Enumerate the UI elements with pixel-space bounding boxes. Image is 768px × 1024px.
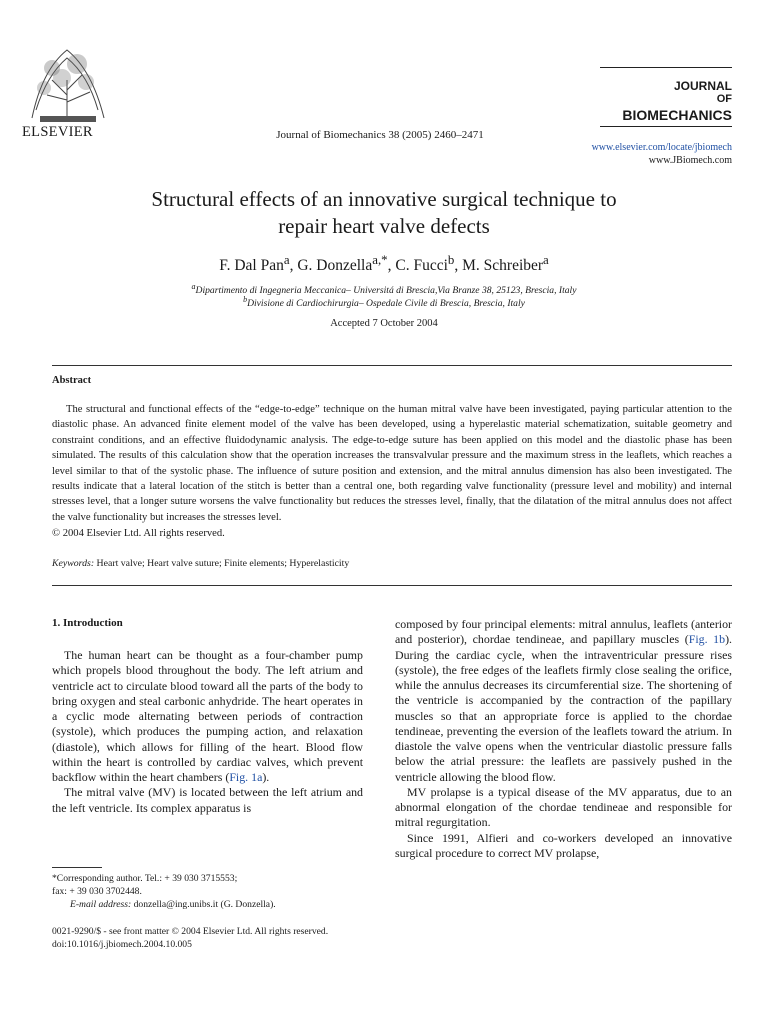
author-list: F. Dal Pan$^a$, G. Donzella$^{a,*}$, C. Fucci$^b$, M. Schreiber$^a$ xyxy=(219,252,549,275)
author-sup: b xyxy=(447,252,455,267)
paragraph xyxy=(52,648,363,785)
keywords-text: Heart valve; Heart valve suture; Finite elements; Hyperelasticity xyxy=(96,558,350,569)
right-column xyxy=(395,617,732,861)
abstract-bottom-rule xyxy=(52,585,732,586)
abstract-top-rule xyxy=(52,365,732,366)
paragraph: The mitral valve (MV) is located between the left atrium and the left ventricle. Its complex apparatus is xyxy=(52,785,363,815)
footnote-email xyxy=(70,898,276,911)
footnote-line: *Corresponding author. Tel.: + 39 030 3715553; xyxy=(52,873,238,884)
author-name: F. Dal Pan xyxy=(219,257,284,275)
abstract-copyright: © 2004 Elsevier Ltd. All rights reserved. xyxy=(52,528,225,539)
section-heading: 1. Introduction xyxy=(52,617,123,629)
publisher-name: ELSEVIER xyxy=(22,124,93,140)
footnote-line: fax: + 39 030 3702448. xyxy=(52,886,142,897)
footnote-rule xyxy=(52,867,102,868)
affiliation-a-sup: a xyxy=(191,282,196,291)
journal-url-link[interactable]: www.elsevier.com/locate/jbiomech xyxy=(591,142,732,153)
abstract-heading: Abstract xyxy=(52,375,92,386)
author-sup: a xyxy=(543,252,549,267)
figure-link[interactable]: Fig. 1b xyxy=(688,632,726,647)
paragraph xyxy=(395,617,732,785)
journal-name-line-2: OF xyxy=(716,93,732,105)
email-address[interactable]: donzella@ing.unibs.it (G. Donzella). xyxy=(133,899,276,910)
elsevier-tree-logo xyxy=(22,40,112,136)
author-sup: a,* xyxy=(372,252,388,267)
author-name: M. Schreiber xyxy=(462,257,544,275)
affiliation-b xyxy=(60,295,708,309)
paragraph-text: ). xyxy=(262,770,270,784)
email-label: E-mail address: xyxy=(70,899,132,910)
journal-website[interactable]: www.JBiomech.com xyxy=(648,155,732,166)
article-title xyxy=(60,186,708,240)
front-matter-line: 0021-9290/$ - see front matter © 2004 Elsevier Ltd. All rights reserved. xyxy=(52,926,329,937)
paragraph-text: ). During the cardiac cycle, when the intraventricular pressure rises (systole), the free edges of the leaflets firmly close sealing the orifice, while the annulus decreases its circumferential size. The shortening of the ventricle is accompanied by the contraction of the papillary muscles so that an appropriate force is applied to the chordae tendineae, preventing the eversion of the leaflets toward the atrium. In diastole the valve opens when the ventricular diastolic pressure falls below the atrial pressure: the leaflets are passively pushed in the ventricle allowing the blood flow. xyxy=(395,632,733,784)
journal-citation: Journal of Biomechanics 38 (2005) 2460–2471 xyxy=(276,129,484,141)
paragraph-text: The human heart can be thought as a four-chamber pump which propels blood throughout the body. The left atrium and ventricle act to circulate blood toward all the parts of the body to bring oxygen and steal carbonic anhydride. The heart operates in a cyclic mode alternating between periods of contraction (systole), which produces the pumping action, and relaxation (diastole), which allows for filling of the heart. Blood flow within the heart is controlled by cardiac valves, which prevent backflow within the heart chambers ( xyxy=(52,648,363,784)
affiliation-b-text: Divisione di Cardiochirurgia– Ospedale Civile di Brescia, Brescia, Italy xyxy=(247,298,525,310)
footnote xyxy=(52,872,237,898)
title-line-2: repair heart valve defects xyxy=(278,214,490,238)
header-rule-bottom xyxy=(600,126,732,127)
affiliation-b-sup: b xyxy=(243,295,248,304)
author-sup: a xyxy=(283,252,290,267)
paragraph: Since 1991, Alfieri and co-workers developed an innovative surgical procedure to correct MV prolapse, xyxy=(395,830,732,860)
figure-link[interactable]: Fig. 1a xyxy=(229,770,263,784)
paragraph: MV prolapse is a typical disease of the MV apparatus, due to an abnormal elongation of the chordae tendineae and responsible for mitral regurgitation. xyxy=(395,784,732,830)
affiliation-a-text: Dipartimento di Ingegneria Meccanica– Universitá di Brescia,Via Branze 38, 25123, Brescia, Italy xyxy=(195,285,577,297)
abstract-text: The structural and functional effects of the “edge-to-edge” technique on the human mitral valve have been investigated, paying particular attention to the diastolic phase. An advanced finite element model of the valve has been developed, using a hyperelastic material schematization, suitable geometry and constraint conditions, and an effective fluidodynamic analysis. The edge-to-edge suture has been applied on this model and the diastolic phase has been simulated. The results of this calculation show that the operation increases the transvalvular pressure and the maximum stress in the leaflets, which reaches a level similar to that of the systolic phase. The influence of suture position and extension, and the mitral annulus dimension has also been investigated. The results indicate that a lateral location of the stitch is better than a central one, both regarding valve functionality (pressure level and mobility) and internal stresses level, that a longer suture worsens the valve functionality but reduces the stresses level, finally, that the dilatation of the mitral annulus does not affect the valve functionality but increases the stresses level. xyxy=(52,404,732,523)
title-line-1: Structural effects of an innovative surgical technique to xyxy=(151,187,617,211)
left-column xyxy=(52,648,363,816)
author-name: G. Donzella xyxy=(297,257,373,275)
author-name: C. Fucci xyxy=(395,257,448,275)
keywords-label: Keywords: xyxy=(52,558,95,569)
doi-line: doi:10.1016/j.jbiomech.2004.10.005 xyxy=(52,939,192,950)
journal-name-line-1: JOURNAL xyxy=(673,79,732,93)
paragraph-text: composed by four principal elements: mitral annulus, leaflets (anterior and posterior), chordae tendineae, and papillary muscles ( xyxy=(395,617,732,647)
journal-name-line-3: BIOMECHANICS xyxy=(622,107,732,123)
accepted-date: Accepted 7 October 2004 xyxy=(330,318,438,329)
header-rule-top xyxy=(600,67,732,68)
keywords xyxy=(52,558,349,569)
